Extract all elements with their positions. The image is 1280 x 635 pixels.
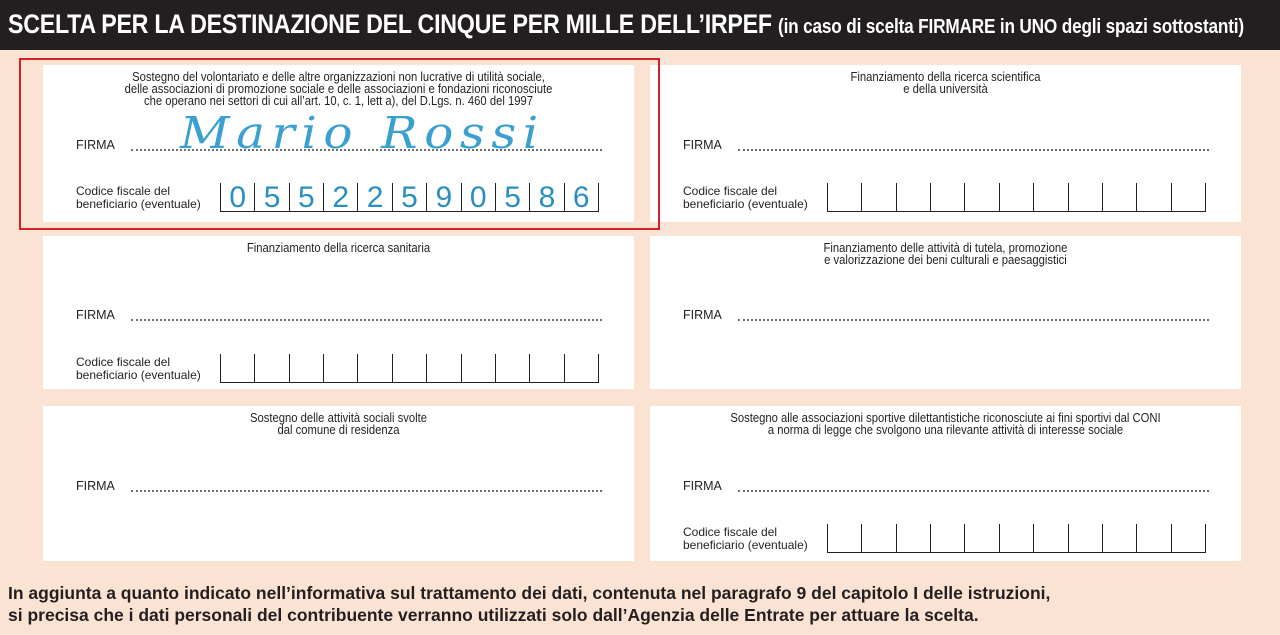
signature-line[interactable] (738, 490, 1209, 492)
cf-digit-cell[interactable] (1102, 183, 1136, 211)
panel-title-line: delle associazioni di promozione sociale e delle associazioni e fondazioni riconosciute (124, 82, 553, 96)
cf-digit-cell[interactable] (1136, 183, 1170, 211)
signature-line[interactable] (131, 490, 602, 492)
panel-associazioni-sportive (650, 406, 1241, 561)
form-header (0, 0, 1280, 50)
cf-digit-cell[interactable] (930, 183, 964, 211)
form-title (8, 5, 1244, 46)
panel-title-line: Finanziamento della ricerca sanitaria (246, 241, 431, 255)
handwritten-signature: Mario Rossi (180, 108, 545, 159)
selected-choice-highlight (19, 58, 660, 230)
cf-digit: 5 (263, 181, 281, 214)
panel-title (73, 412, 605, 436)
panel-title-line: e valorizzazione dei beni culturali e paesaggistici (824, 253, 1067, 267)
panel-title-line: Finanziamento della ricerca scientifica (850, 70, 1041, 84)
panel-title (680, 242, 1212, 266)
panel-title-line: a norma di legge che svolgono una rilevante attività di interesse sociale (767, 423, 1124, 437)
cf-digit-cell[interactable] (828, 524, 861, 552)
codice-fiscale-label (683, 526, 808, 552)
firma-label: FIRMA (683, 138, 722, 152)
cf-digit: 9 (435, 181, 453, 214)
cf-digit-cell[interactable] (930, 524, 964, 552)
cf-digit-cell[interactable] (221, 354, 254, 382)
privacy-note-line2: si precisa che i dati personali del contribuente verranno utilizzati solo dall’Agenzia delle Entrate per attuare la scelta. (8, 605, 979, 625)
cf-digit-cell[interactable] (1136, 524, 1170, 552)
cf-digit-cell[interactable] (1171, 524, 1205, 552)
header-title-text: SCELTA PER LA DESTINAZIONE DEL CINQUE PER MILLE DELL’IRPEF (8, 9, 772, 39)
cf-digit: 0 (469, 181, 487, 214)
codice-fiscale-field[interactable] (827, 183, 1206, 212)
signature-line[interactable] (738, 149, 1209, 151)
cf-digit-cell[interactable] (1102, 524, 1136, 552)
cf-digit-cell[interactable] (999, 524, 1033, 552)
cf-digit: 2 (332, 181, 350, 214)
cf-digit-cell[interactable] (964, 183, 998, 211)
firma-label: FIRMA (683, 479, 722, 493)
panel-title (680, 71, 1212, 95)
cf-digit-cell[interactable] (1171, 183, 1205, 211)
codice-fiscale-label (683, 185, 808, 211)
cf-digit: 5 (401, 181, 418, 214)
cf-digit-cell[interactable] (896, 524, 930, 552)
panel-beni-culturali (650, 236, 1241, 389)
cf-label-line1: Codice fiscale del (683, 184, 778, 198)
signature-line[interactable] (131, 319, 602, 321)
cf-digit: 6 (572, 181, 590, 214)
cf-digit-cell[interactable] (828, 183, 861, 211)
header-note: (in caso di scelta FIRMARE in UNO degli spazi sottostanti) (778, 16, 1244, 38)
cf-digit-cell[interactable] (289, 354, 323, 382)
firma-label: FIRMA (76, 138, 115, 152)
panel-title-line: che operano nei settori di cui all’art. 10, c. 1, lett a), del D.Lgs. n. 460 del 1997 (144, 94, 533, 108)
cf-digit-cell[interactable] (426, 354, 460, 382)
panel-title (73, 242, 605, 254)
firma-label: FIRMA (683, 308, 722, 322)
cf-digit-cell[interactable] (964, 524, 998, 552)
cf-label-line1: Codice fiscale del (683, 525, 778, 539)
panel-title-line: Sostegno delle attività sociali svolte (250, 411, 427, 425)
cf-label-line2: beneficiario (eventuale) (76, 368, 201, 382)
cf-digit: 0 (229, 181, 247, 214)
cf-digit-cell[interactable] (392, 354, 426, 382)
panel-title-line: Finanziamento delle attività di tutela, promozione (823, 241, 1068, 255)
cf-label-line2: beneficiario (eventuale) (76, 197, 201, 211)
cf-digit-cell[interactable] (357, 354, 391, 382)
panel-title-line: Sostegno del volontariato e delle altre organizzazioni non lucrative di utilità sociale, (132, 70, 545, 84)
panel-title-line: e della università (903, 82, 988, 96)
cf-label-line2: beneficiario (eventuale) (683, 538, 808, 552)
panel-ricerca-sanitaria (43, 236, 634, 389)
cf-digit-cell[interactable] (1033, 524, 1067, 552)
cf-label-line1: Codice fiscale del (76, 184, 171, 198)
panel-ricerca-scientifica (650, 65, 1241, 222)
cf-digit-cell[interactable] (1033, 183, 1067, 211)
cf-digit-cell[interactable] (1068, 524, 1102, 552)
codice-fiscale-label (76, 356, 201, 382)
cf-label-line2: beneficiario (eventuale) (683, 197, 808, 211)
cf-digit: 8 (538, 181, 556, 214)
firma-label: FIRMA (76, 479, 115, 493)
firma-label: FIRMA (76, 308, 115, 322)
cf-digit-cell[interactable] (1068, 183, 1102, 211)
cf-digit: 5 (298, 181, 315, 214)
codice-fiscale-field[interactable] (220, 354, 599, 383)
cf-digit-cell[interactable] (999, 183, 1033, 211)
cf-digit: 2 (366, 181, 384, 214)
cf-digit: 5 (504, 181, 521, 214)
cf-digit-cell[interactable] (861, 524, 895, 552)
cf-digit-cell[interactable] (861, 183, 895, 211)
cf-label-line1: Codice fiscale del (76, 355, 171, 369)
cf-digit-cell[interactable] (564, 354, 598, 382)
panel-title-line: dal comune di residenza (277, 423, 400, 437)
panel-title-line: Sostegno alle associazioni sportive dilettantistiche riconosciute ai fini sportivi dal CONI (730, 411, 1161, 425)
cf-digit-cell[interactable] (461, 354, 495, 382)
cf-digit-cell[interactable] (529, 354, 563, 382)
cf-digit-cell[interactable] (254, 354, 288, 382)
codice-fiscale-field[interactable] (827, 524, 1206, 553)
privacy-note (8, 582, 1272, 626)
panel-title (680, 412, 1212, 436)
cf-digit-cell[interactable] (495, 354, 529, 382)
panel-comune-residenza (43, 406, 634, 561)
signature-line[interactable] (738, 319, 1209, 321)
privacy-note-line1: In aggiunta a quanto indicato nell’informativa sul trattamento dei dati, contenuta nel paragrafo 9 del capitolo I delle istruzioni, (8, 583, 1051, 603)
cf-digit-cell[interactable] (323, 354, 357, 382)
cf-digit-cell[interactable] (896, 183, 930, 211)
